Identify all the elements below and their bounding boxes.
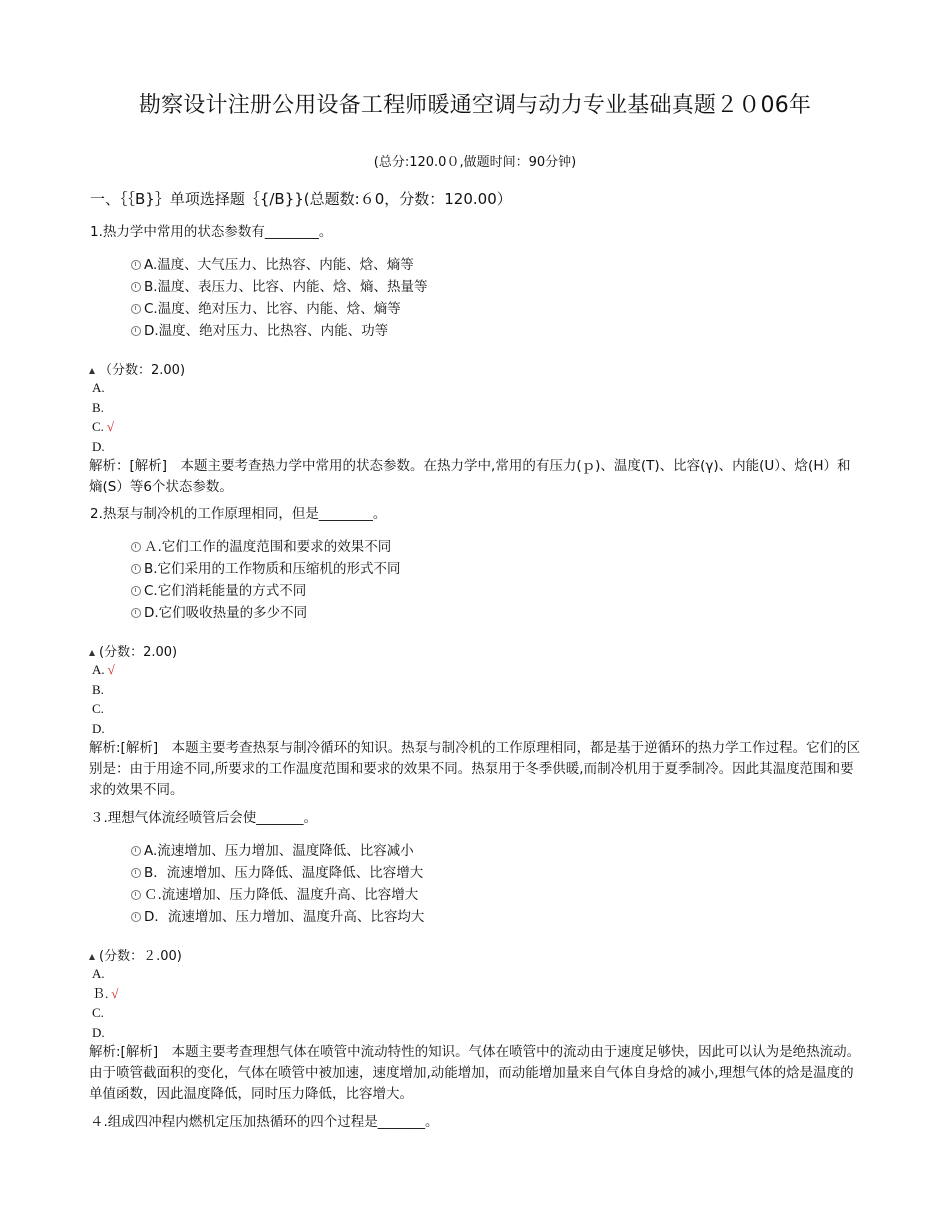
answer-item: D. <box>92 720 105 736</box>
question-2-score <box>89 641 177 660</box>
question-2-text: 2.热泵与制冷机的工作原理相同，但是________。 <box>90 506 387 522</box>
option-radio[interactable] <box>131 298 428 320</box>
radio-icon <box>131 608 141 618</box>
radio-icon <box>131 846 141 856</box>
page-title: 勘察设计注册公用设备工程师暖通空调与动力专业基础真题２０06年 <box>138 93 812 118</box>
question-4-text: ４.组成四冲程内燃机定压加热循环的四个过程是_______。 <box>90 1114 439 1130</box>
question-1-answers <box>92 378 114 456</box>
option-label: A.流速增加、压力增加、温度降低、比容减小 <box>144 843 414 859</box>
answer-item: A. √ <box>92 662 115 677</box>
question-3-answers <box>92 964 118 1042</box>
option-label: D.它们吸收热量的多少不同 <box>144 605 308 621</box>
answer-item: Ｂ. √ <box>92 985 119 1001</box>
answer-item: C. <box>92 1005 104 1020</box>
option-radio[interactable] <box>131 906 424 928</box>
option-label: Ａ.它们工作的温度范围和要求的效果不同 <box>144 539 392 555</box>
radio-icon <box>131 912 141 922</box>
answer-item: B. <box>92 399 104 415</box>
radio-icon <box>131 304 141 314</box>
radio-icon <box>131 542 141 552</box>
option-radio[interactable] <box>131 536 401 558</box>
radio-icon <box>131 326 141 336</box>
radio-icon <box>131 282 141 292</box>
question-3-text: ３.理想气体流经喷管后会使_______。 <box>90 810 318 826</box>
radio-icon <box>131 586 141 596</box>
option-label: B.它们采用的工作物质和压缩机的形式不同 <box>144 561 401 577</box>
answer-item: C. <box>92 701 104 716</box>
correct-check-icon: √ <box>106 419 115 434</box>
score-label: (分数：2.00) <box>99 645 178 660</box>
option-radio[interactable] <box>131 558 401 580</box>
collapse-triangle-icon[interactable] <box>89 954 95 960</box>
answer-item: D. <box>92 438 105 454</box>
exam-info: (总分:120.0０,做题时间：90分钟) <box>373 155 577 170</box>
question-1-options <box>131 254 428 342</box>
question-2-analysis: 解析:[解析] 本题主要考查热泵与制冷循环的知识。热泵与制冷机的工作原理相同，都是基于逆循环的热力学工作过程。它们的区别是：由于用途不同,所要求的工作温度范围和要求的效果不同。热泵用于冬季供暖,而制冷机用于夏季制冷。因此其温度范围和要求的效果不同。 <box>89 740 861 798</box>
radio-icon <box>131 564 141 574</box>
option-label: A.温度、大气压力、比热容、内能、焓、熵等 <box>144 257 414 273</box>
question-1-analysis: 解析：[解析] 本题主要考查热力学中常用的状态参数。在热力学中,常用的有压力(ｐ)、温度(T)、比容(γ)、内能(U）、焓(H）和熵(S）等6个状态参数。 <box>89 458 851 495</box>
question-1-score <box>89 359 185 378</box>
answer-item: B. <box>92 681 104 697</box>
correct-check-icon: √ <box>107 662 115 677</box>
option-radio[interactable] <box>131 840 424 862</box>
option-label: Ｃ.流速增加、压力降低、温度升高、比容增大 <box>144 887 419 903</box>
answer-item: D. <box>92 1024 105 1040</box>
option-radio[interactable] <box>131 254 428 276</box>
option-radio[interactable] <box>131 320 428 342</box>
option-radio[interactable] <box>131 276 428 298</box>
question-3-score <box>89 945 182 964</box>
option-label: C.它们消耗能量的方式不同 <box>144 583 307 599</box>
answer-item: C. √ <box>92 419 115 434</box>
question-3-analysis: 解析:[解析] 本题主要考查理想气体在喷管中流动特性的知识。气体在喷管中的流动由于速度足够快，因此可以认为是绝热流动。由于喷管截面积的变化，气体在喷管中被加速，速度增加,动能增加，而动能增加量来自气体自身焓的减小,理想气体的焓是温度的单值函数，因此温度降低，同时压力降低，比容增大。 <box>89 1044 861 1102</box>
question-3-options <box>131 840 424 928</box>
collapse-triangle-icon[interactable] <box>89 368 95 374</box>
radio-icon <box>131 260 141 270</box>
radio-icon <box>131 868 141 878</box>
question-2-answers <box>92 660 115 738</box>
option-radio[interactable] <box>131 602 401 624</box>
question-1-text: 1.热力学中常用的状态参数有________。 <box>90 224 333 240</box>
radio-icon <box>131 890 141 900</box>
option-radio[interactable] <box>131 862 424 884</box>
option-label: C.温度、绝对压力、比容、内能、焓、熵等 <box>144 301 401 317</box>
option-label: D．流速增加、压力增加、温度升高、比容均大 <box>144 909 425 925</box>
collapse-triangle-icon[interactable] <box>89 650 95 656</box>
question-2-options <box>131 536 401 624</box>
correct-check-icon: √ <box>111 985 119 1001</box>
score-label: （分数：2.00) <box>99 363 186 378</box>
answer-item: A. <box>92 380 105 395</box>
option-label: B.温度、表压力、比容、内能、焓、熵、热量等 <box>144 279 428 295</box>
score-label: (分数：２.00) <box>99 949 182 964</box>
option-label: D.温度、绝对压力、比热容、内能、功等 <box>144 323 389 339</box>
option-label: B．流速增加、压力降低、温度降低、比容增大 <box>144 865 424 881</box>
option-radio[interactable] <box>131 884 424 906</box>
section-heading: 一、｛｛B}｝单项选择题｛{/B}}(总题数:６0，分数：120.00） <box>90 190 512 208</box>
option-radio[interactable] <box>131 580 401 602</box>
answer-item: A. <box>92 966 105 981</box>
